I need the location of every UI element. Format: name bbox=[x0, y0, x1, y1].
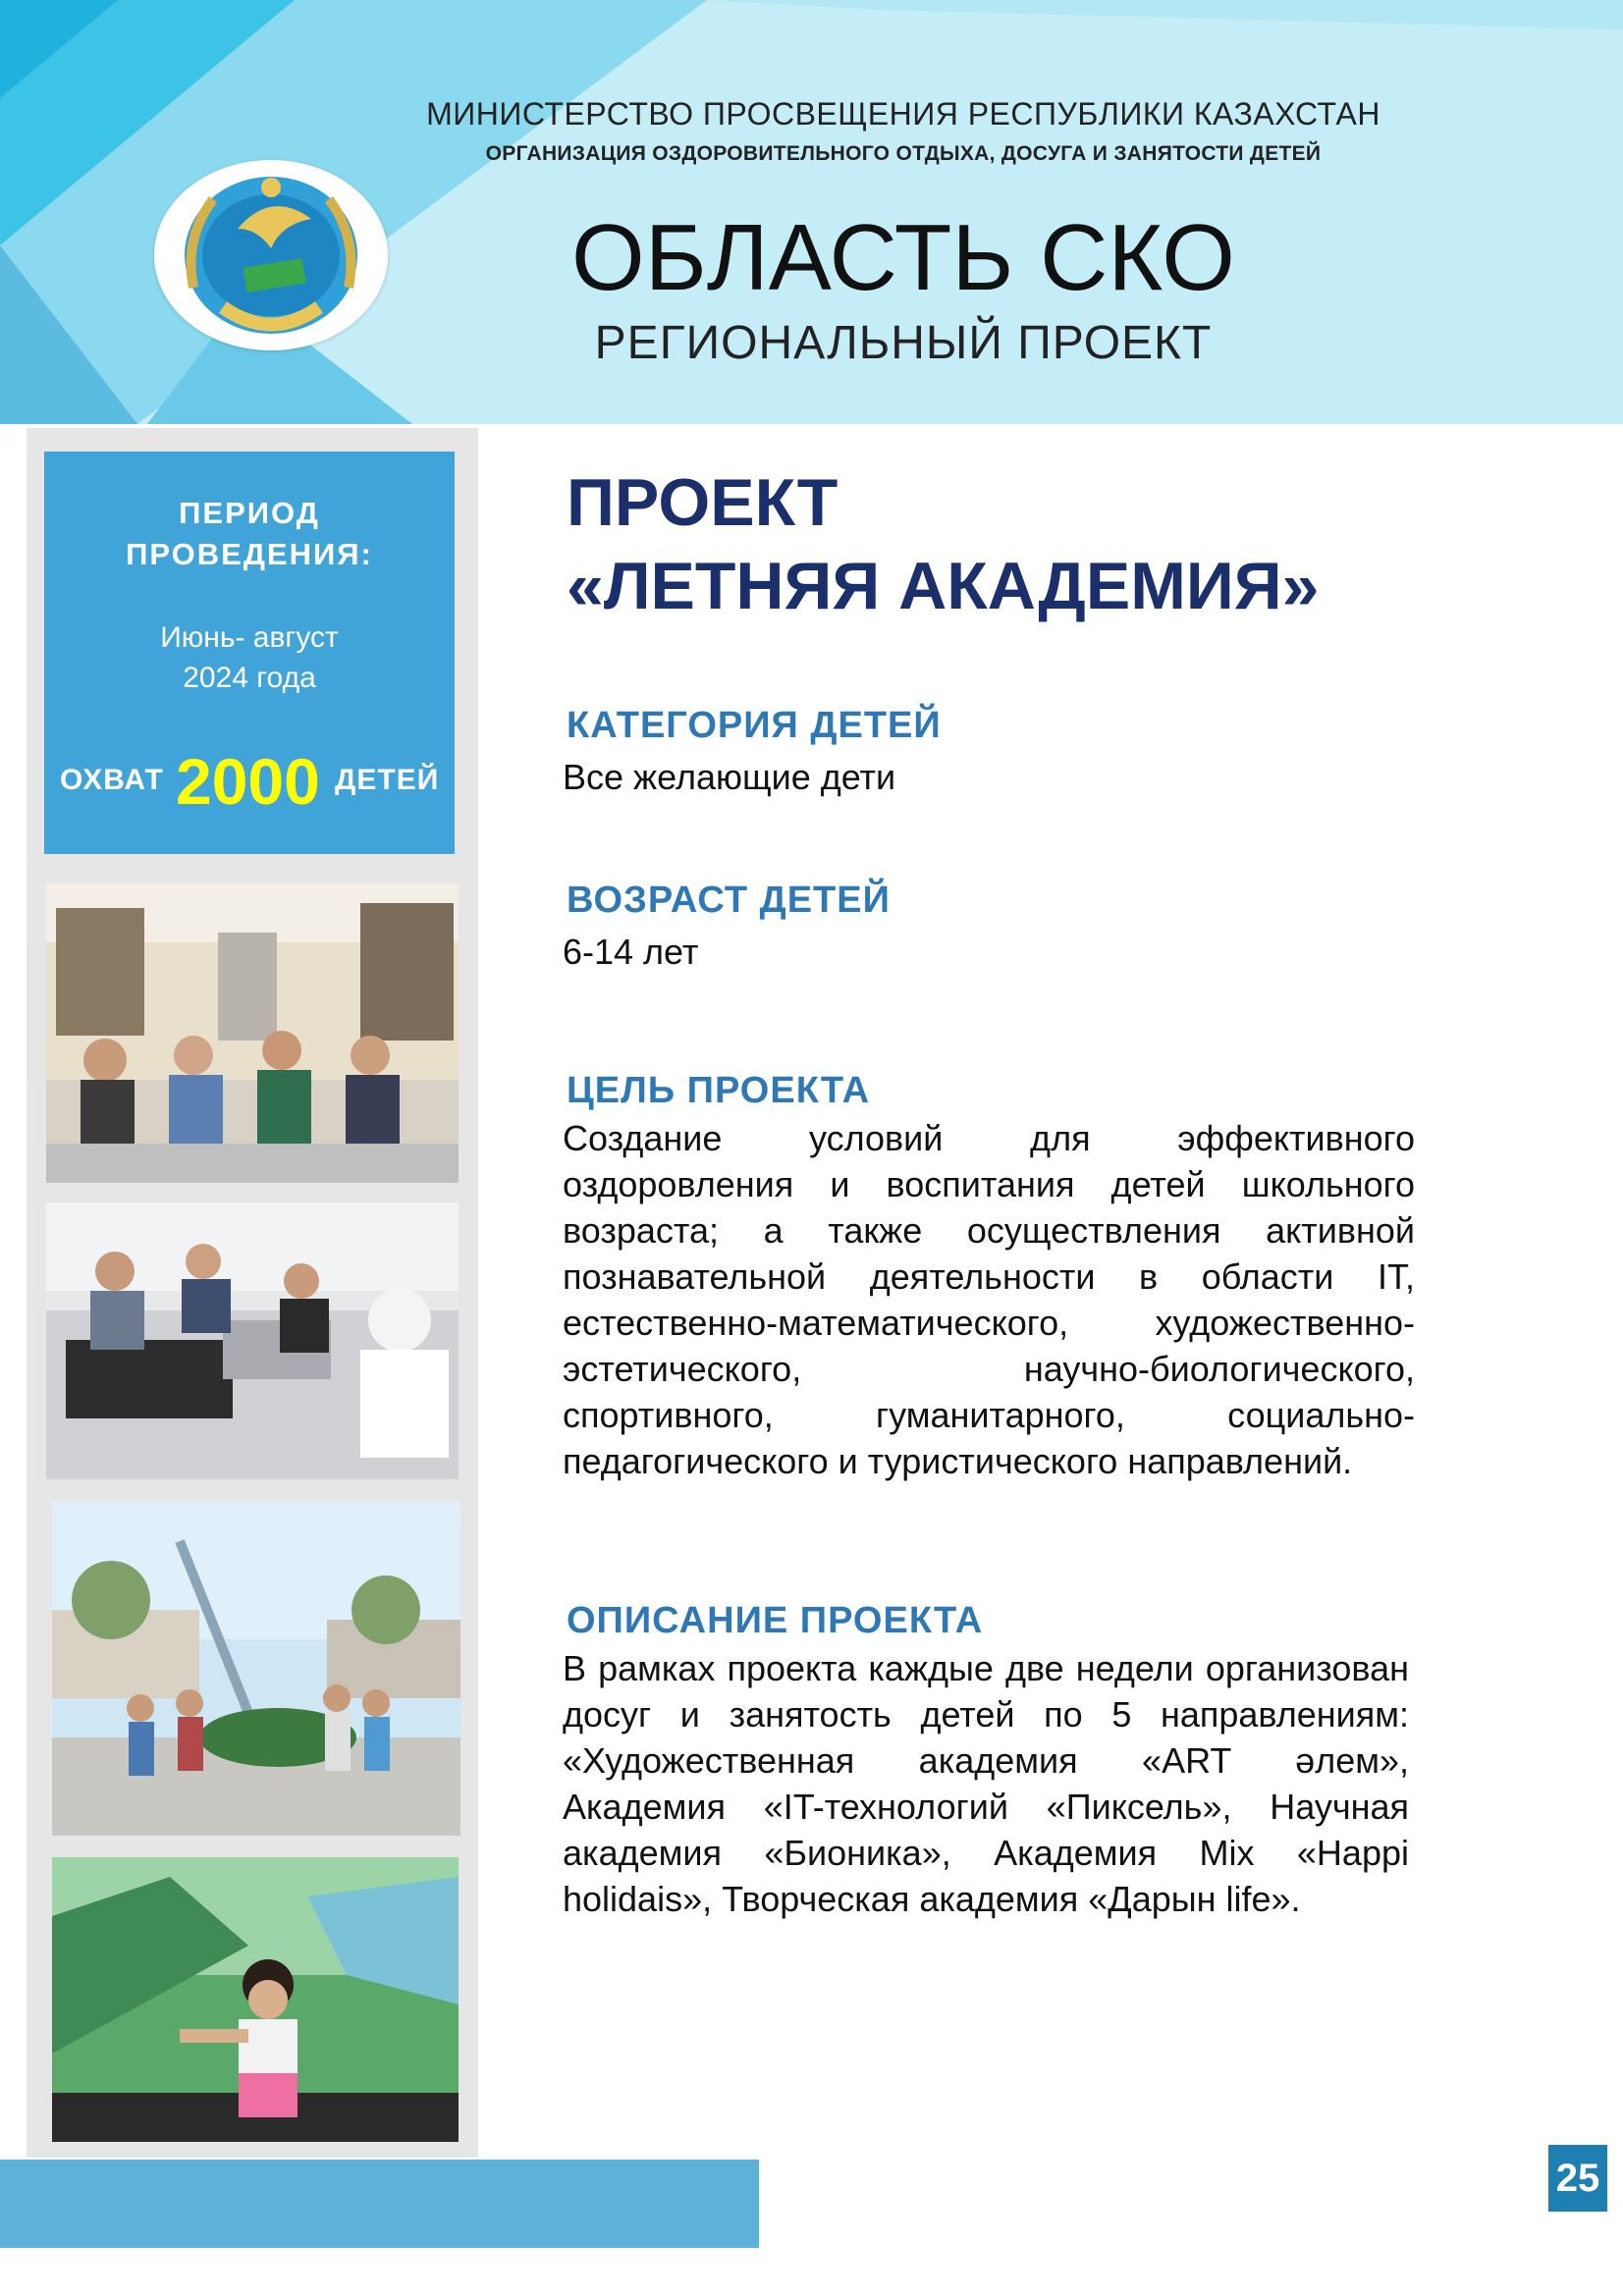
outdoor-group-photo bbox=[52, 1502, 460, 1836]
period-label bbox=[44, 493, 455, 575]
goal-text: Создание условий для эффективного оздоровления и воспитания детей школьного возраста; а также осуществления активной познавательной деятельности в области IT, естественно-математического, художественно-эстетического, научно-биологического, спортивного, гуманитарного, социально-педагогического и туристического направлений. bbox=[563, 1118, 1415, 1481]
coverage-suffix: ДЕТЕЙ bbox=[335, 764, 440, 796]
period-value-line: Июнь- август bbox=[160, 621, 339, 654]
region-title: ОБЛАСТЬ СКО bbox=[571, 205, 1235, 310]
project-title bbox=[567, 461, 1548, 628]
coverage-number: 2000 bbox=[176, 745, 320, 818]
period-value-line: 2024 года bbox=[183, 661, 316, 694]
project-title-line: ПРОЕКТ bbox=[567, 465, 839, 540]
age-value: 6-14 лет bbox=[563, 932, 699, 972]
project-title-line: «ЛЕТНЯЯ АКАДЕМИЯ» bbox=[567, 549, 1320, 623]
footer-bar bbox=[0, 2160, 759, 2248]
age-heading: ВОЗРАСТ ДЕТЕЙ bbox=[567, 880, 891, 921]
robotics-workshop-photo bbox=[46, 1202, 459, 1479]
coverage-prefix: ОХВАТ bbox=[60, 764, 164, 796]
period-value bbox=[44, 618, 455, 698]
description-heading: ОПИСАНИЕ ПРОЕКТА bbox=[567, 1600, 984, 1641]
period-label-line: ПЕРИОД bbox=[179, 496, 320, 530]
period-label-line: ПРОВЕДЕНИЯ: bbox=[126, 536, 373, 571]
description-text: В рамках проекта каждые две недели организован досуг и занятость детей по 5 направлениям: «Художественная академия «ART әлем», Академия «IT-технологий «Пиксель», Научная академия «Бионика», Академия Mix «Happi holidais», Творческая академия «Дарын life». bbox=[563, 1648, 1409, 1919]
kazakhstan-emblem-logo bbox=[154, 160, 388, 350]
period-info-box bbox=[44, 452, 455, 854]
ministry-name: МИНИСТЕРСТВО ПРОСВЕЩЕНИЯ РЕСПУБЛИКИ КАЗАХСТАН bbox=[426, 96, 1380, 132]
organization-name: ОРГАНИЗАЦИЯ ОЗДОРОВИТЕЛЬНОГО ОТДЫХА, ДОСУГА И ЗАНЯТОСТИ ДЕТЕЙ bbox=[485, 142, 1322, 165]
goal-heading: ЦЕЛЬ ПРОЕКТА bbox=[567, 1070, 871, 1111]
page-number: 25 bbox=[1548, 2145, 1607, 2212]
category-heading: КАТЕГОРИЯ ДЕТЕЙ bbox=[567, 705, 942, 746]
classroom-photo bbox=[46, 883, 459, 1183]
interactive-projection-photo bbox=[52, 1857, 459, 2142]
page-header bbox=[0, 0, 1623, 424]
category-value: Все желающие дети bbox=[563, 757, 896, 797]
project-type-subtitle: РЕГИОНАЛЬНЫЙ ПРОЕКТ bbox=[594, 317, 1213, 369]
